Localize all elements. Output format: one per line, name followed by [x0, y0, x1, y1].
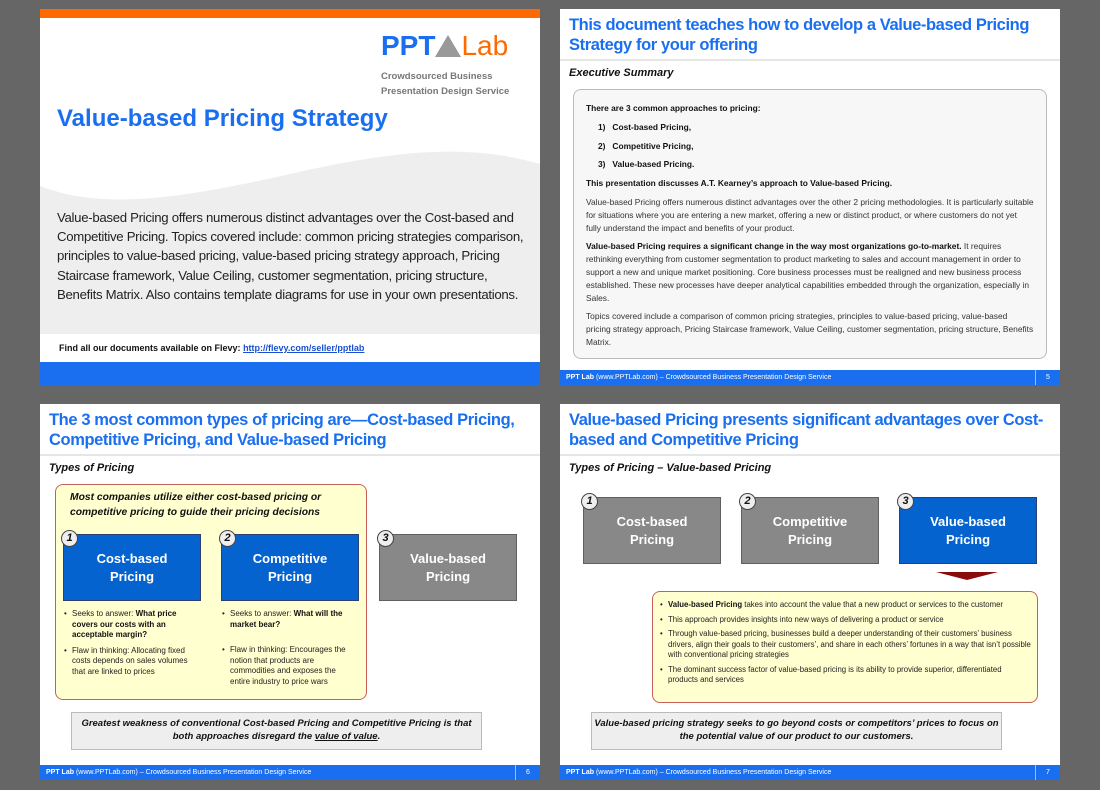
approach-item: 1) Cost-based Pricing,	[598, 121, 692, 132]
slide-footer: PPT Lab (www.PPTLab.com) – Crowdsourced Business Presentation Design Service 5	[560, 370, 1060, 385]
slide-footer: PPT Lab (www.PPTLab.com) – Crowdsourced Business Presentation Design Service 6	[40, 765, 540, 780]
down-arrow-icon	[936, 572, 998, 580]
number-badge: 1	[581, 493, 598, 510]
blue-bottom-bar	[40, 362, 540, 385]
competitive-box: Competitive Pricing	[741, 497, 879, 564]
divider	[40, 454, 540, 456]
conclusion-box: Value-based pricing strategy seeks to go beyond costs or competitors’ prices to focus on the potential value of our product to our customers.	[591, 712, 1002, 750]
callout-text: Most companies utilize either cost-based pricing or competitive pricing to guide their pricing decisions	[70, 492, 322, 518]
divider	[560, 59, 1060, 61]
presentation-title: Value-based Pricing Strategy	[57, 105, 388, 132]
number-badge: 2	[739, 493, 756, 510]
flevy-line: Find all our documents available on Flevy: http://flevy.com/seller/pptlab	[59, 343, 365, 353]
logo-tagline: Crowdsourced Business Presentation Design Service	[381, 71, 510, 97]
presentation-description: Value-based Pricing offers numerous distinct advantages over the Cost-based and Competitive Pricing. Topics covered include: common pricing strategies comparison, principles to value-based pricing, value-based pricing strategy approach, Pricing Staircase framework, Value Ceiling, customer segmentation, pricing structure, Benefits Matrix. Also contains template diagrams for use in your own presentations.	[57, 210, 524, 302]
page-number: 7	[1035, 765, 1060, 780]
number-badge: 3	[897, 493, 914, 510]
summary-paragraph: Value-based Pricing offers numerous distinct advantages over the other 2 pricing methodologies. It is particularly suitable for situations where you are entering a new market, offering a new or distinct product, or where customers do not yet fully understand the impact and benefits of your product.	[586, 196, 1034, 233]
cost-based-box: Cost-based Pricing	[63, 534, 201, 601]
pptlab-logo: PPT Lab	[381, 30, 509, 61]
slide-value-based-advantages[interactable]	[560, 404, 1060, 780]
cost-based-box: Cost-based Pricing	[583, 497, 721, 564]
conclusion-box: Greatest weakness of conventional Cost-based Pricing and Competitive Pricing is that both approaches disregard the value of value.	[71, 712, 482, 750]
slide-heading: The 3 most common types of pricing are—Cost-based Pricing, Competitive Pricing, and Value-based Pricing	[49, 411, 515, 449]
cost-based-bullets: • Seeks to answer: What price covers our costs with an acceptable margin? • Flaw in thinking: Allocating fixed costs depends on sales volumes that are linked to prices	[64, 609, 200, 682]
orange-top-bar	[40, 9, 540, 18]
flevy-link[interactable]: http://flevy.com/seller/pptlab	[243, 343, 365, 353]
competitive-bullets: • Seeks to answer: What will the market bear? • Flaw in thinking: Encourages the notion that products are commodities and exposes the entire industry to price wars	[222, 609, 358, 692]
value-based-box: Value-based Pricing	[379, 534, 517, 601]
summary-box	[573, 89, 1047, 359]
approach-item: 2) Competitive Pricing,	[598, 140, 694, 151]
slide-heading: Value-based Pricing presents significant advantages over Cost-based and Competitive Pricing	[569, 411, 1044, 449]
summary-paragraph: Value-based Pricing requires a significant change in the way most organizations go-to-market. It requires rethinking everything from customer segmentation to product marketing to sales and account management in order to support a new and unique market positioning. Core business processes must be realigned and new business process established. These new processes have deeper analytical capabilities embedded through the organization, especially in Sales.	[586, 241, 1030, 303]
summary-intro: There are 3 common approaches to pricing:	[586, 103, 761, 113]
summary-paragraph: Topics covered include a comparison of common pricing strategies, principles to value-based pricing, value-based pricing strategy approach, Pricing Staircase framework, Value Ceiling, customer segmentation, pricing structure, Benefits Matrix.	[586, 311, 1034, 347]
slide-heading: This document teaches how to develop a Value-based Pricing Strategy for your offering	[569, 16, 1029, 54]
slide-subtitle: Types of Pricing	[49, 462, 135, 474]
slide-title[interactable]	[40, 9, 540, 385]
slide-types-of-pricing[interactable]	[40, 404, 540, 780]
number-badge: 1	[61, 530, 78, 547]
summary-discusses: This presentation discusses A.T. Kearney’s approach to Value-based Pricing.	[586, 178, 893, 189]
slide-subtitle: Executive Summary	[569, 67, 674, 79]
value-based-box: Value-based Pricing	[899, 497, 1037, 564]
page-number: 6	[515, 765, 540, 780]
value-based-bullets: • Value-based Pricing takes into account the value that a new product or services to the customer • This approach provides insights into new ways of delivering a product or service • Through value-based pricing, businesses build a deeper understanding of their customers’ business drivers, align their goals to their customers’, and share in each others’ fortunes in a way that isn’t possible with conventional pricing strategies • The dominant success factor of value-based pricing is its ability to provide superior, differentiated products and services	[660, 600, 1032, 691]
divider	[560, 454, 1060, 456]
slide-executive-summary[interactable]	[560, 9, 1060, 385]
number-badge: 3	[377, 530, 394, 547]
slide-subtitle: Types of Pricing – Value-based Pricing	[569, 462, 772, 474]
slide-footer: PPT Lab (www.PPTLab.com) – Crowdsourced Business Presentation Design Service 7	[560, 765, 1060, 780]
number-badge: 2	[219, 530, 236, 547]
competitive-box: Competitive Pricing	[221, 534, 359, 601]
approach-item: 3) Value-based Pricing.	[598, 159, 695, 170]
flask-icon	[435, 35, 461, 57]
page-number: 5	[1035, 370, 1060, 385]
